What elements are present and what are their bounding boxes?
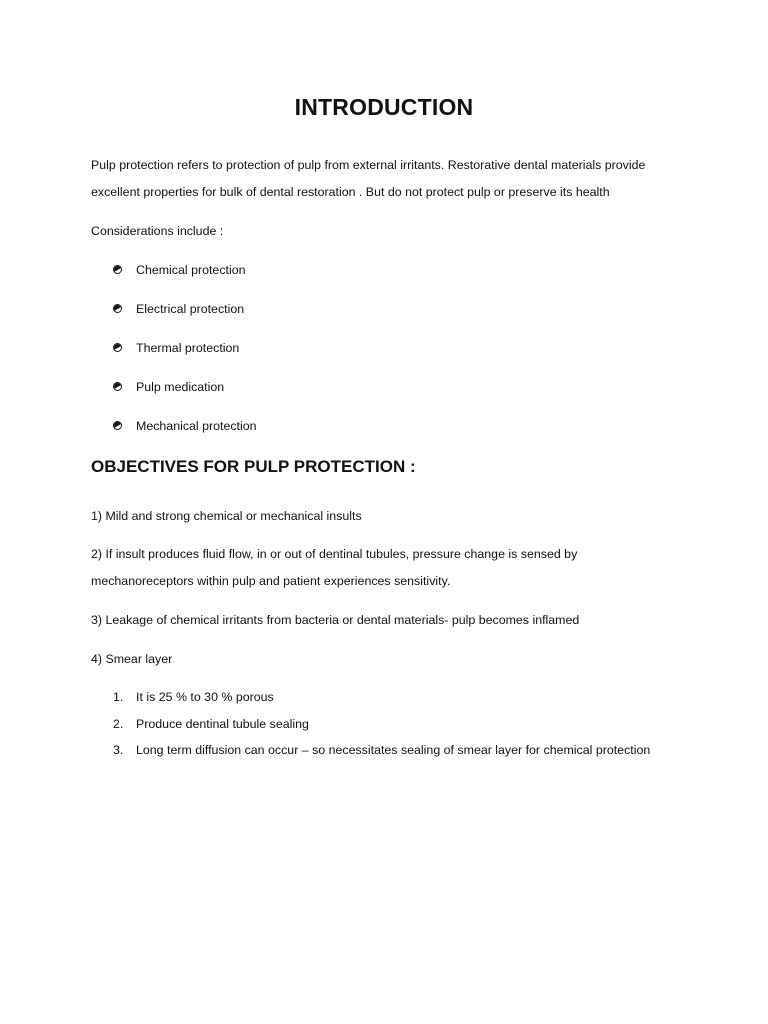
page-title: INTRODUCTION <box>294 94 474 120</box>
objective-2-line-1: 2) If insult produces fluid flow, in or out of dentinal tubules, pressure change is sensed by <box>91 547 578 561</box>
intro-line-1: Pulp protection refers to protection of pulp from external irritants. Restorative dental materials provide <box>91 158 646 172</box>
objective-1: 1) Mild and strong chemical or mechanical insults <box>91 509 362 523</box>
list-item <box>113 377 257 416</box>
list-item-label: Chemical protection <box>136 263 246 277</box>
list-item-label: Pulp medication <box>136 380 225 394</box>
smear-layer-list <box>113 687 650 767</box>
bullet-icon <box>113 265 122 274</box>
list-item <box>113 740 650 767</box>
list-item <box>113 260 257 299</box>
list-item-label: It is 25 % to 30 % porous <box>136 690 274 704</box>
objective-4: 4) Smear layer <box>91 652 173 666</box>
bullet-icon <box>113 343 122 352</box>
list-item <box>113 687 650 714</box>
list-item-number: 3. <box>113 743 124 757</box>
bullet-icon <box>113 304 122 313</box>
list-item-number: 2. <box>113 716 124 731</box>
list-item <box>113 299 257 338</box>
considerations-list <box>113 260 257 455</box>
list-item-label: Long term diffusion can occur – so necessitates sealing of smear layer for chemical protection <box>136 743 651 757</box>
bullet-icon <box>113 421 122 430</box>
list-item-label: Produce dentinal tubule sealing <box>136 716 309 731</box>
list-item <box>113 714 650 741</box>
bullet-icon <box>113 382 122 391</box>
objective-3: 3) Leakage of chemical irritants from bacteria or dental materials- pulp becomes inflamed <box>91 613 580 627</box>
list-item <box>113 416 257 455</box>
intro-line-2: excellent properties for bulk of dental restoration . But do not protect pulp or preserve its health <box>91 185 610 199</box>
list-item-label: Electrical protection <box>136 302 245 316</box>
list-item-label: Thermal protection <box>136 341 240 355</box>
list-item-number: 1. <box>113 690 124 704</box>
objective-2-line-2: mechanoreceptors within pulp and patient experiences sensitivity. <box>91 574 451 588</box>
list-item <box>113 338 257 377</box>
objectives-heading: OBJECTIVES FOR PULP PROTECTION : <box>91 457 416 476</box>
considerations-label: Considerations include : <box>91 224 224 238</box>
list-item-label: Mechanical protection <box>136 419 257 433</box>
